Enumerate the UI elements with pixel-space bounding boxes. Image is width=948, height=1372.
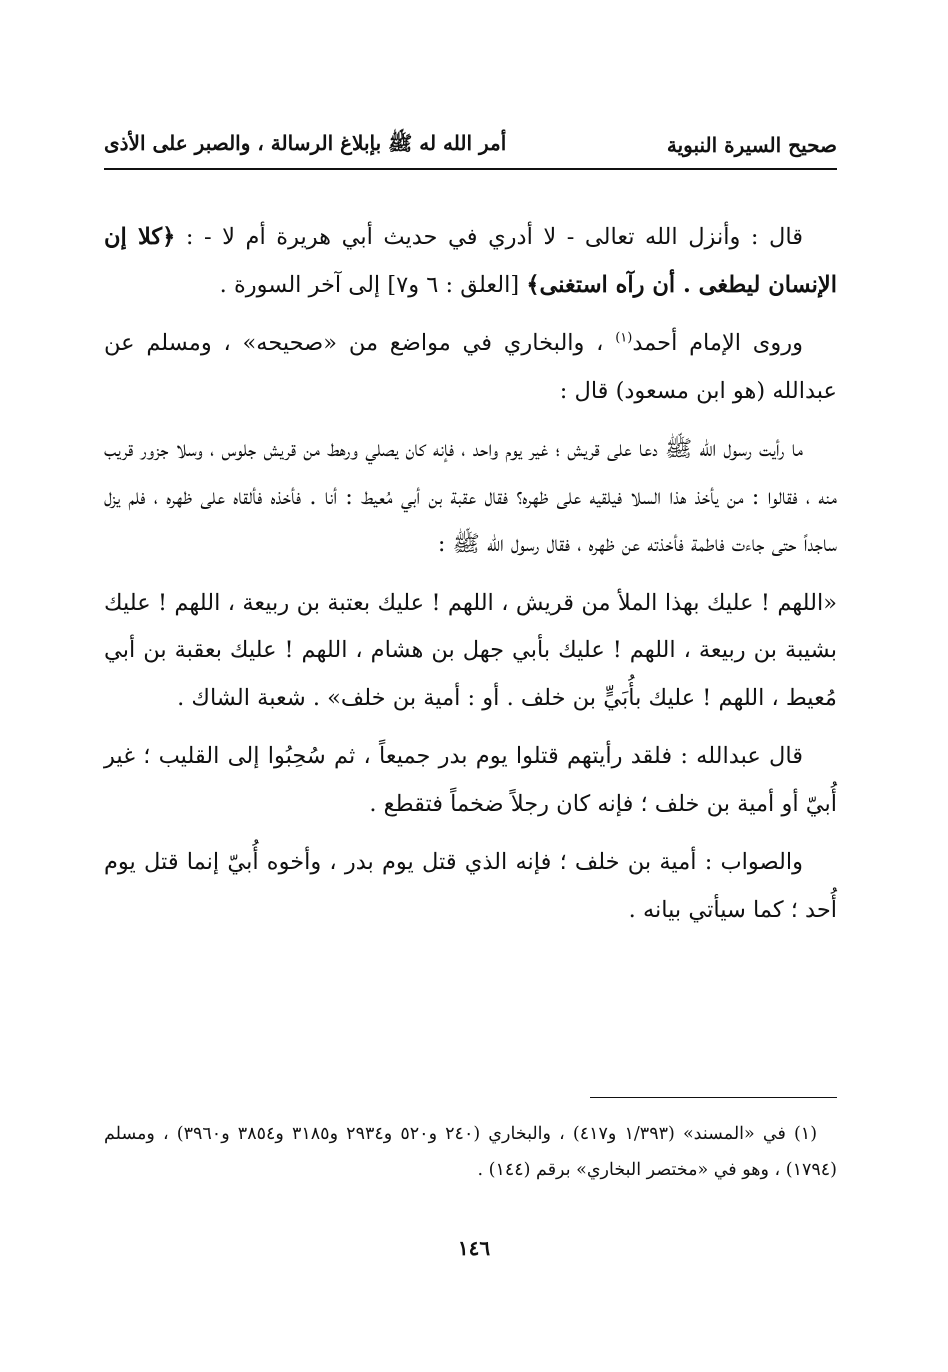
paragraph-2-rest: ، والبخاري في مواضع من «صحيحه» ، ومسلم عن عبدالله (هو ابن مسعود) قال : [104,330,837,404]
paragraph-5: قال عبدالله : فلقد رأيتهم قتلوا يوم بدر جميعاً ، ثم سُحِبُوا إلى القليب ؛ غير أُبيّ أو أمية بن خلف ؛ فإنه كان رجلاً ضخماً فتقطع . [104,743,837,817]
footnotes [104,1116,837,1188]
header-rule [104,168,837,170]
paragraph-1-intro: قال : وأنزل الله تعالى - لا أدري في حديث أبي هريرة أم لا - : [175,224,803,250]
paragraph-2 [104,320,837,415]
footnote-1: (١) في «المسند» (١/٣٩٣ و٤١٧) ، والبخاري (٢٤٠ و٥٢٠ و٢٩٣٤ و٣١٨٥ و٣٨٥٤ و٣٩٦٠) ، ومسلم (١٧٩٤) ، وهو في «مختصر البخاري» برقم (١٤٤) . [104,1124,837,1180]
paragraph-6: والصواب : أمية بن خلف ؛ فإنه الذي قتل يوم بدر ، وأخوه أُبيّ إنما قتل يوم أُحد ؛ كما سيأتي بيانه . [104,849,837,923]
footnote-rule [590,1097,837,1098]
paragraph-4: «اللهم ! عليك بهذا الملأ من قريش ، اللهم ! عليك بعتبة بن ربيعة ، اللهم ! عليك بشيبة بن ربيعة ، اللهم ! عليك بأبي جهل بن هشام ، اللهم ! عليك بعقبة بن أبي مُعيط ، اللهم ! عليك بأُبَيٍّ بن خلف . أو : أمية بن خلف» . شعبة الشاك . [104,589,837,711]
quran-verse: ﴿كلا إن الإنسان ليطغى . أن رآه استغنى﴾ [104,224,837,298]
paragraph-3: ما رأيت رسول الله ﷺ دعا على قريش ؛ غير يوم واحد ، فإنه كان يصلي ورهط من قريش جلوس ، وسلا جزور قريب منه ، فقالوا : من يأخذ هذا السلا فيلقيه على ظهره؟ فقال عقبة بن أبي مُعيط : أنا . فأخذه فألقاه على ظهره ، فلم يزل ساجداً حتى جاءت فاطمة فأخذته عن ظهره ، فقال رسول الله ﷺ : [104,436,837,557]
book-title: صحيح السيرة النبوية [666,133,837,157]
chapter-title: أمر الله له ﷺ بإبلاغ الرسالة ، والصبر على الأذى [104,130,507,155]
main-text [104,214,837,945]
paragraph-1 [104,214,837,309]
verse-citation: [العلق : ٦ و٧] إلى آخر السورة . [219,271,527,298]
footnote-reference[interactable]: (١) [615,330,633,346]
running-header [104,128,837,162]
page-number: ١٤٦ [457,1236,491,1260]
paragraph-2-intro: وروى الإمام أحمد [632,330,803,356]
